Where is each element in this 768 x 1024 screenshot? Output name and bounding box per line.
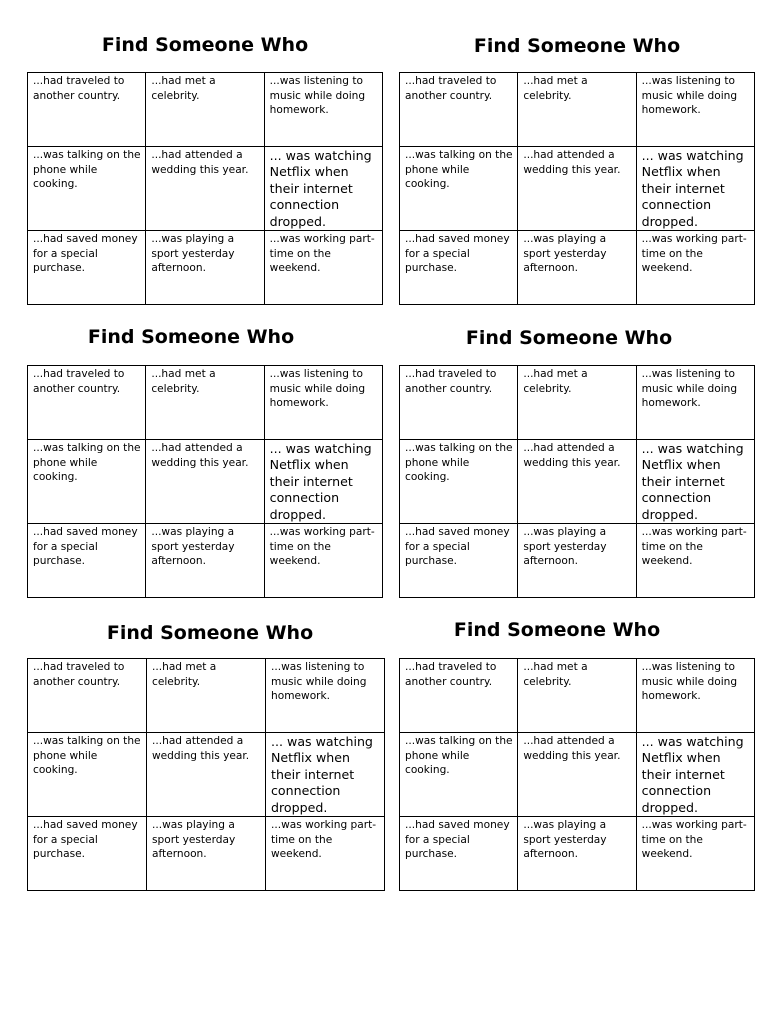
card-title: Find Someone Who: [453, 619, 661, 641]
grid-cell: ...was working part-time on the weekend.: [264, 524, 382, 598]
grid-cell: ...had met a celebrity.: [147, 659, 266, 733]
grid-cell: ...was working part-time on the weekend.: [264, 231, 382, 305]
grid-cell: ...had traveled to another country.: [400, 73, 518, 147]
grid-cell: ...had attended a wedding this year.: [146, 440, 264, 524]
grid-cell: ... was watching Netflix when their internet connection dropped.: [266, 733, 385, 817]
grid-row: [400, 366, 755, 440]
card-grid: [399, 658, 755, 891]
grid-cell: ...had attended a wedding this year.: [518, 147, 636, 231]
grid-cell: ...was talking on the phone while cooking.: [28, 733, 147, 817]
grid-cell: ...was working part-time on the weekend.: [636, 231, 754, 305]
grid-cell: ... was watching Netflix when their internet connection dropped.: [636, 733, 754, 817]
grid-cell: ...had attended a wedding this year.: [518, 440, 636, 524]
grid-cell: ...had met a celebrity.: [518, 366, 636, 440]
grid-cell: ...had attended a wedding this year.: [147, 733, 266, 817]
card-title: Find Someone Who: [87, 326, 295, 348]
grid-cell: ...had met a celebrity.: [146, 366, 264, 440]
grid-cell: ...was listening to music while doing homework.: [636, 73, 754, 147]
grid-row: [28, 817, 385, 891]
grid-cell: ...was playing a sport yesterday afternoon.: [147, 817, 266, 891]
grid-cell: ...had saved money for a special purchase.: [400, 817, 518, 891]
card-title: Find Someone Who: [465, 327, 673, 349]
grid-cell: ...was playing a sport yesterday afternoon.: [518, 524, 636, 598]
grid-cell: ...was working part-time on the weekend.: [266, 817, 385, 891]
card-grid: [27, 658, 385, 891]
grid-row: [28, 659, 385, 733]
grid-row: [28, 366, 383, 440]
grid-row: [28, 147, 383, 231]
grid-row: [400, 524, 755, 598]
grid-row: [28, 231, 383, 305]
grid-cell: ... was watching Netflix when their internet connection dropped.: [636, 147, 754, 231]
grid-row: [400, 73, 755, 147]
grid-cell: ...was talking on the phone while cooking.: [400, 147, 518, 231]
grid-row: [400, 817, 755, 891]
card-grid: [27, 365, 383, 598]
grid-cell: ...was talking on the phone while cooking.: [28, 440, 146, 524]
grid-cell: ...had attended a wedding this year.: [518, 733, 636, 817]
card-grid: [399, 365, 755, 598]
grid-cell: ...had traveled to another country.: [28, 73, 146, 147]
grid-cell: ... was watching Netflix when their internet connection dropped.: [264, 440, 382, 524]
grid-row: [400, 231, 755, 305]
grid-cell: ...was talking on the phone while cooking.: [400, 440, 518, 524]
grid-row: [400, 147, 755, 231]
grid-cell: ...was listening to music while doing homework.: [266, 659, 385, 733]
grid-cell: ...was playing a sport yesterday afternoon.: [518, 231, 636, 305]
grid-cell: ...had traveled to another country.: [28, 659, 147, 733]
grid-cell: ...was playing a sport yesterday afternoon.: [146, 231, 264, 305]
grid-cell: ...was listening to music while doing homework.: [264, 73, 382, 147]
grid-row: [28, 73, 383, 147]
card-title: Find Someone Who: [473, 35, 681, 57]
grid-cell: ...was listening to music while doing homework.: [264, 366, 382, 440]
grid-row: [400, 440, 755, 524]
grid-cell: ...had saved money for a special purchase.: [28, 817, 147, 891]
grid-cell: ... was watching Netflix when their internet connection dropped.: [636, 440, 754, 524]
grid-cell: ... was watching Netflix when their internet connection dropped.: [264, 147, 382, 231]
grid-cell: ...had saved money for a special purchase.: [400, 231, 518, 305]
grid-cell: ...was playing a sport yesterday afternoon.: [518, 817, 636, 891]
grid-cell: ...was listening to music while doing homework.: [636, 659, 754, 733]
grid-cell: ...was listening to music while doing homework.: [636, 366, 754, 440]
grid-cell: ...had met a celebrity.: [146, 73, 264, 147]
card-title: Find Someone Who: [106, 622, 314, 644]
grid-cell: ...had traveled to another country.: [28, 366, 146, 440]
grid-cell: ...was playing a sport yesterday afternoon.: [146, 524, 264, 598]
grid-row: [28, 524, 383, 598]
card-grid: [399, 72, 755, 305]
grid-cell: ...had traveled to another country.: [400, 366, 518, 440]
grid-cell: ...had attended a wedding this year.: [146, 147, 264, 231]
grid-cell: ...was talking on the phone while cooking.: [400, 733, 518, 817]
card-grid: [27, 72, 383, 305]
grid-cell: ...had met a celebrity.: [518, 73, 636, 147]
grid-row: [28, 733, 385, 817]
grid-cell: ...had saved money for a special purchase.: [28, 524, 146, 598]
grid-cell: ...was talking on the phone while cooking.: [28, 147, 146, 231]
grid-cell: ...was working part-time on the weekend.: [636, 524, 754, 598]
grid-cell: ...had met a celebrity.: [518, 659, 636, 733]
grid-cell: ...had traveled to another country.: [400, 659, 518, 733]
card-title: Find Someone Who: [101, 34, 309, 56]
grid-row: [28, 440, 383, 524]
grid-row: [400, 733, 755, 817]
grid-cell: ...was working part-time on the weekend.: [636, 817, 754, 891]
grid-cell: ...had saved money for a special purchase.: [28, 231, 146, 305]
grid-cell: ...had saved money for a special purchase.: [400, 524, 518, 598]
grid-row: [400, 659, 755, 733]
